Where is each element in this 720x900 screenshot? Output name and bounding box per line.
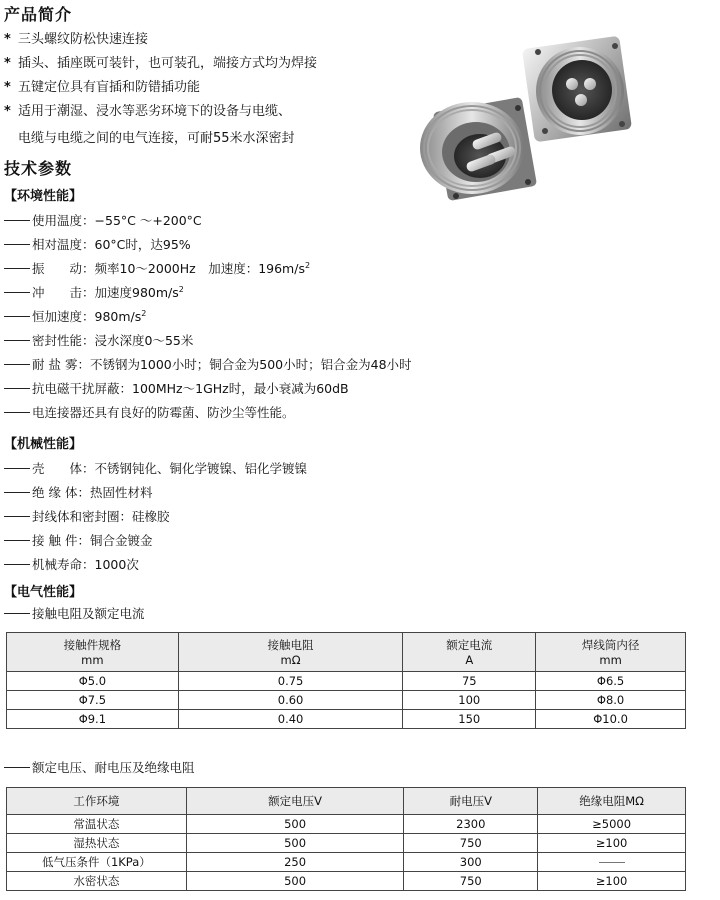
contact-resistance-table — [6, 632, 686, 729]
intro-bullet: * 插头、插座既可装针，也可装孔，端接方式均为焊接 — [4, 56, 318, 71]
tech-title: 技术参数 — [4, 159, 73, 178]
spec-row: 机械寿命：1000次 — [4, 555, 139, 573]
table-row: 低气压条件（1KPa） 250 300 — [7, 853, 686, 872]
elec-subtitle: 额定电压、耐电压及绝缘电阻 — [4, 758, 195, 776]
spec-row: 壳 体：不锈钢钝化、铜化学镀镍、铝化学镀镍 — [4, 459, 307, 477]
table-header: 耐电压V — [404, 788, 538, 815]
table-header: 接触电阻 mΩ — [178, 633, 403, 672]
voltage-insulation-table — [6, 787, 686, 891]
table-header: 额定电压V — [186, 788, 404, 815]
table-header: 工作环境 — [7, 788, 187, 815]
intro-title: 产品简介 — [4, 5, 73, 24]
spec-row: 接 触 件：铜合金镀金 — [4, 531, 152, 549]
table-row: Φ9.1 0.40 150 Φ10.0 — [7, 710, 686, 729]
receptacle-illustration — [522, 36, 632, 142]
intro-bullet: * 五键定位具有盲插和防错插功能 — [4, 80, 201, 95]
intro-bullet-continuation: 电缆与电缆之间的电气连接，可耐55米水深密封 — [18, 131, 295, 146]
section-env: 【环境性能】 — [4, 189, 83, 204]
spec-row: 抗电磁干扰屏蔽：100MHz～1GHz时，最小衰减为60dB — [4, 379, 349, 397]
spec-row: 耐 盐 雾：不锈钢为1000小时；铜合金为500小时；铝合金为48小时 — [4, 355, 412, 373]
spec-row: 相对温度：60°C时，达95% — [4, 235, 191, 253]
spec-row: 恒加速度：$980m/s^2$ — [4, 307, 146, 325]
elec-subtitle: 接触电阻及额定电流 — [4, 604, 145, 622]
spec-row: 封线体和密封圈：硅橡胶 — [4, 507, 170, 525]
intro-bullet: * 三头螺纹防松快速连接 — [4, 32, 149, 47]
empty-value-dash — [599, 862, 625, 863]
intro-bullet: * 适用于潮湿、浸水等恶劣环境下的设备与电缆、 — [4, 104, 292, 119]
table-header: 接触件规格 mm — [7, 633, 179, 672]
spec-row: 绝 缘 体：热固性材料 — [4, 483, 152, 501]
spec-row: 电连接器还具有良好的防霉菌、防沙尘等性能。 — [4, 403, 295, 421]
table-row: 水密状态 500 750 ≥100 — [7, 872, 686, 891]
section-elec: 【电气性能】 — [4, 585, 83, 600]
table-header: 额定电流 A — [403, 633, 536, 672]
table-header: 焊线筒内径 mm — [536, 633, 686, 672]
table-row: 常温状态 500 2300 ≥5000 — [7, 815, 686, 834]
table-row: 湿热状态 500 750 ≥100 — [7, 834, 686, 853]
table-row: Φ7.5 0.60 100 Φ8.0 — [7, 691, 686, 710]
connector-photo — [410, 36, 642, 222]
plug-illustration — [420, 97, 537, 201]
spec-row: 使用温度：−55°C ～+200°C — [4, 211, 202, 229]
spec-row: 密封性能：浸水深度0～55米 — [4, 331, 193, 349]
spec-row: 振 动：频率10～2000Hz 加速度：$196m/s^2$ — [4, 259, 310, 277]
section-mech: 【机械性能】 — [4, 437, 83, 452]
table-header: 绝缘电阻MΩ — [538, 788, 686, 815]
table-row: Φ5.0 0.75 75 Φ6.5 — [7, 672, 686, 691]
spec-row: 冲 击：加速度$980m/s^2$ — [4, 283, 184, 301]
